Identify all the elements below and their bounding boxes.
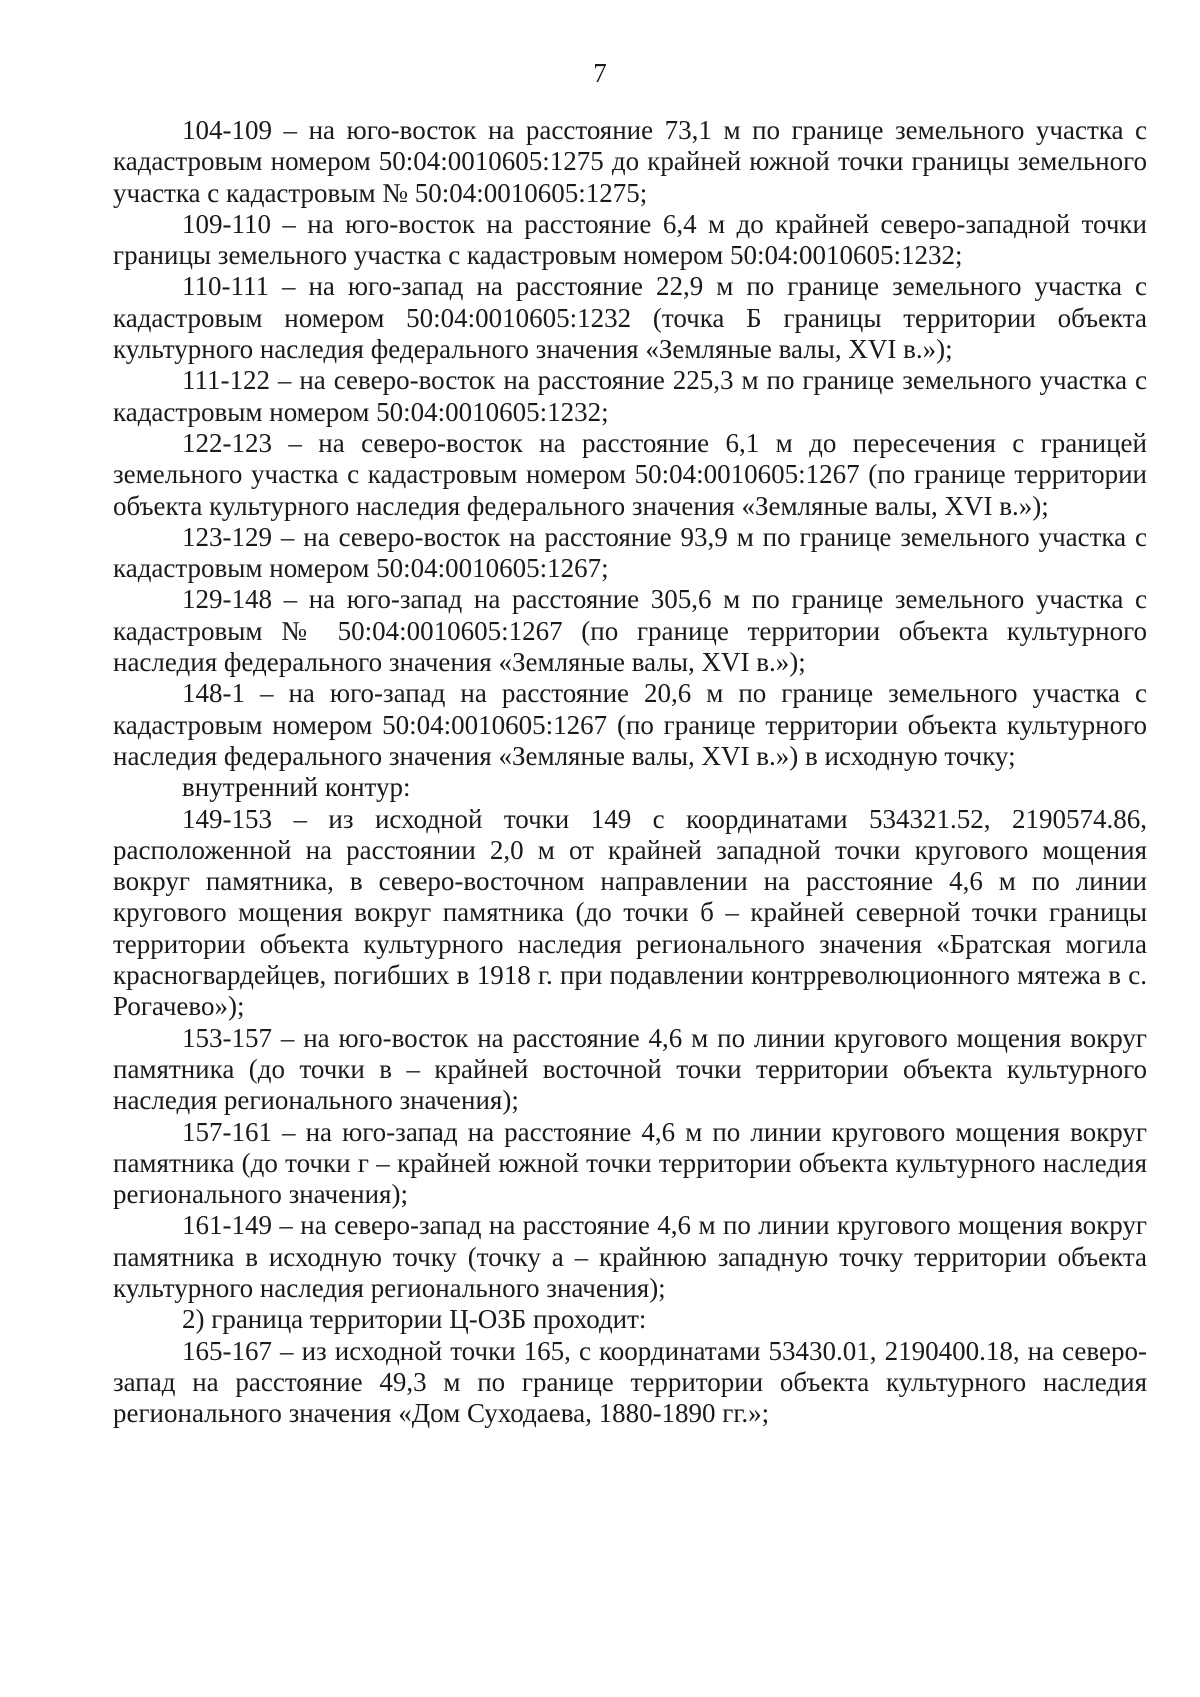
paragraph-109-110: 109-110 – на юго-восток на расстояние 6,4 м до крайней северо-западной точки границы земельного участка с кадастровым номером 50:04:0010605:1232; bbox=[113, 208, 1147, 271]
paragraph-153-157: 153-157 – на юго-восток на расстояние 4,6 м по линии кругового мощения вокруг памятника (до точки в – крайней восточной точки территории объекта культурного наследия регионального значения); bbox=[113, 1022, 1147, 1116]
paragraph-122-123: 122-123 – на северо-восток на расстояние 6,1 м до пересечения с границей земельного участка с кадастровым номером 50:04:0010605:1267 (по границе территории объекта культурного наследия федерального значения «Земляные валы, XVI в.»); bbox=[113, 427, 1147, 521]
paragraph-161-149: 161-149 – на северо-запад на расстояние 4,6 м по линии кругового мощения вокруг памятника в исходную точку (точку а – крайнюю западную точку территории объекта культурного наследия регионального значения); bbox=[113, 1210, 1147, 1303]
paragraph-inner-contour-heading: внутренний контур: bbox=[182, 772, 411, 803]
paragraph-110-111: 110-111 – на юго-запад на расстояние 22,9 м по границе земельного участка с кадастровым номером 50:04:0010605:1232 (точка Б границы территории объекта культурного наследия федерального значения «Земляные валы, XVI в.»); bbox=[113, 271, 1147, 365]
paragraph-165-167: 165-167 – из исходной точки 165, с координатами 53430.01, 2190400.18, на северо-запад на расстояние 49,3 м по границе территории объекта культурного наследия регионального значения «Дом Суходаева, 1880-1890 гг.»; bbox=[113, 1335, 1147, 1429]
paragraph-129-148: 129-148 – на юго-запад на расстояние 305,6 м по границе земельного участка с кадастровым № 50:04:0010605:1267 (по границе территории объекта культурного наследия федерального значения «Земляные валы, XVI в.»); bbox=[113, 584, 1147, 678]
paragraph-157-161: 157-161 – на юго-запад на расстояние 4,6 м по линии кругового мощения вокруг памятника (до точки г – крайней южной точки территории объекта культурного наследия регионального значения); bbox=[113, 1116, 1147, 1210]
paragraph-111-122: 111-122 – на северо-восток на расстояние 225,3 м по границе земельного участка с кадастровым номером 50:04:0010605:1232; bbox=[113, 365, 1147, 427]
paragraph-section-2-heading: 2) граница территории Ц-ОЗБ проходит: bbox=[182, 1304, 647, 1335]
document-body bbox=[113, 115, 1147, 1429]
paragraph-149-153: 149-153 – из исходной точки 149 с координатами 534321.52, 2190574.86, расположенной на расстоянии 2,0 м от крайней западной точки кругового мощения вокруг памятника, в северо-восточном направлении на расстояние 4,6 м по линии кругового мощения вокруг памятника (до точки б – крайней северной точки границы территории объекта культурного наследия регионального значения «Братская могила красногвардейцев, погибших в 1918 г. при подавлении контрреволюционного мятежа в с. Рогачево»); bbox=[113, 803, 1147, 1022]
paragraph-148-1: 148-1 – на юго-запад на расстояние 20,6 м по границе земельного участка с кадастровым номером 50:04:0010605:1267 (по границе территории объекта культурного наследия федерального значения «Земляные валы, XVI в.») в исходную точку; bbox=[113, 678, 1147, 771]
paragraph-104-109: 104-109 – на юго-восток на расстояние 73,1 м по границе земельного участка с кадастровым номером 50:04:0010605:1275 до крайней южной точки границы земельного участка с кадастровым № 50:04:0010605:1275; bbox=[113, 115, 1147, 208]
paragraph-123-129: 123-129 – на северо-восток на расстояние 93,9 м по границе земельного участка с кадастровым номером 50:04:0010605:1267; bbox=[113, 521, 1147, 584]
page-number: 7 bbox=[593, 58, 607, 88]
